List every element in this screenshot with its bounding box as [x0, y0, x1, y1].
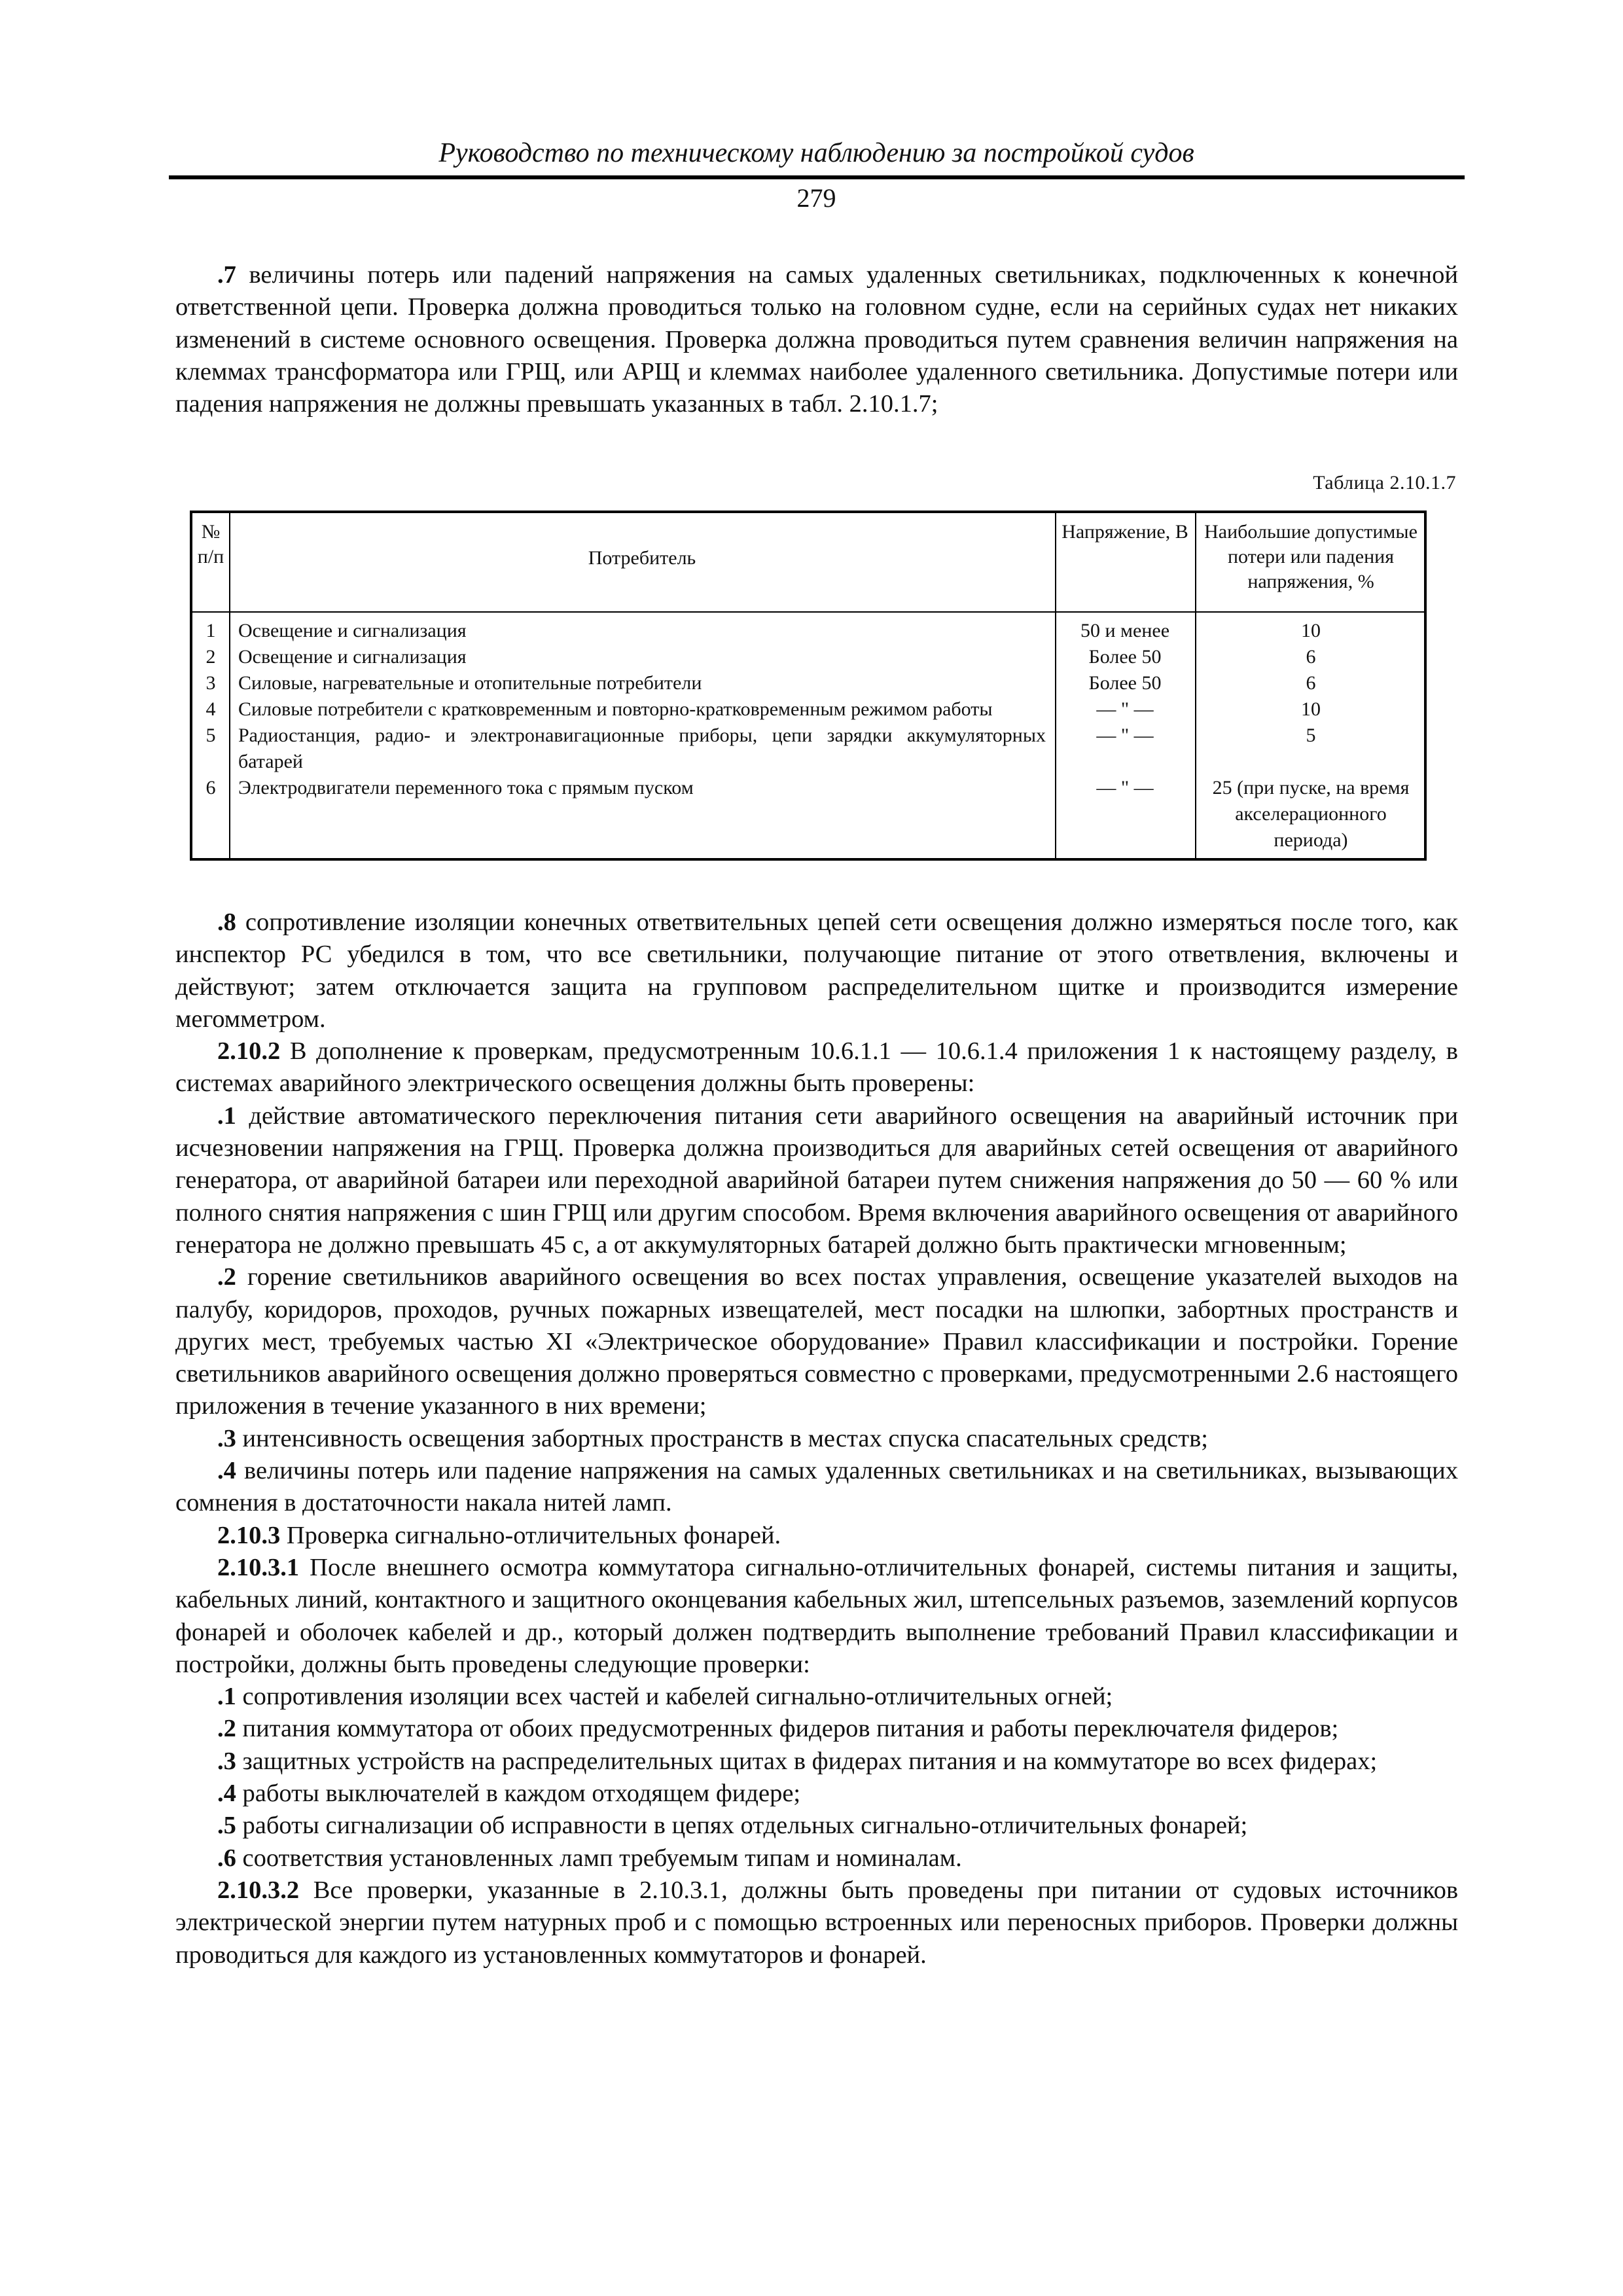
paragraph [175, 1842, 1458, 1874]
item-number: .1 [217, 1102, 236, 1130]
cell-consumer: Силовые потребители с кратковременным и повторно-кратковременным режимом работы [238, 698, 993, 720]
header-consumer: Потребитель [588, 547, 696, 569]
paragraph [175, 1261, 1458, 1422]
cell-losses: 10 [1301, 620, 1321, 641]
paragraph-text: горение светильников аварийного освещения во всех постах управления, освещение указателей выходов на палубу, коридоров, проходов, ручных пожарных извещателей, мест посадки на шлюпки, забортных пространств и других мест, требуемых частью XI «Электрическое оборудование» Правил классификации и постройки. Горение светильников аварийного освещения должно проверяться совместно с проверками, предусмотренными 2.6 настоящего приложения в течение указанного в них времени; [175, 1263, 1458, 1420]
item-number: .7 [217, 261, 236, 289]
paragraph-text: работы сигнализации об исправности в цепях отдельных сигнально-отличительных фонарей; [236, 1812, 1248, 1840]
cell-losses: 10 [1301, 698, 1321, 720]
cell-num: 2 [205, 646, 216, 668]
paragraph [175, 1746, 1458, 1778]
item-number: 2.10.3.1 [217, 1553, 300, 1581]
cell-consumer: Силовые, нагревательные и отопительные потребители [238, 672, 702, 694]
item-number: .4 [217, 1780, 236, 1808]
cell-consumer: Радиостанция, радио- и электронавигационные приборы, цепи зарядки аккумуляторных батарей [238, 725, 1046, 772]
cell-consumer: Электродвигатели переменного тока с прямым пуском [238, 777, 694, 798]
cell-voltage: — " — [1096, 725, 1154, 746]
cell-num: 6 [205, 777, 216, 798]
paragraph-text: После внешнего осмотра коммутатора сигнально-отличительных фонарей, системы питания и защиты, кабельных линий, контактного и защитного оконцевания кабельных жил, штепсельных разъемов, заземлений корпусов фонарей и оболочек кабелей и др., который должен подтвердить выполнение требований Правил классификации и постройки, должны быть проведены следующие проверки: [175, 1553, 1458, 1678]
cell-consumer: Освещение и сигнализация [238, 620, 467, 641]
table-column-divider [1195, 513, 1196, 858]
running-title: Руководство по техническому наблюдению за постройкой судов [438, 138, 1194, 168]
item-number: .6 [217, 1844, 236, 1872]
table-header-divider [192, 611, 1424, 613]
cell-consumer: Освещение и сигнализация [238, 646, 467, 668]
paragraph [175, 1874, 1458, 1971]
paragraph [175, 1810, 1458, 1842]
paragraph-text: соответствия установленных ламп требуемым типам и номиналам. [236, 1844, 962, 1872]
paragraph [175, 1778, 1458, 1810]
cell-num: 1 [205, 620, 216, 641]
item-number: .3 [217, 1747, 236, 1775]
item-number: .3 [217, 1424, 236, 1452]
header-losses: Наибольшие допустимые потери или падения напряжения, % [1204, 521, 1418, 592]
cell-losses: 6 [1306, 672, 1316, 694]
paragraph-text: сопротивления изоляции всех частей и кабелей сигнально-отличительных огней; [236, 1683, 1113, 1711]
paragraph-text: величины потерь или падений напряжения на самых удаленных светильниках, подключенных к конечной ответственной цепи. Проверка должна проводиться только на головном судне, если на серийных судах нет никаких изменений в системе основного освещения. Проверка должна проводиться путем сравнения величин напряжения на клеммах трансформатора или ГРЩ, или АРЩ и клеммах наиболее удаленного светильника. Допустимые потери или падения напряжения не должны превышать указанных в табл. 2.10.1.7; [175, 261, 1458, 418]
cell-num: 3 [205, 672, 216, 694]
cell-voltage: Более 50 [1088, 672, 1162, 694]
cell-voltage: 50 и менее [1080, 620, 1170, 641]
cell-voltage: — " — [1096, 698, 1154, 720]
cell-voltage: — " — [1096, 777, 1154, 798]
paragraph [175, 906, 1458, 1035]
cell-losses: 5 [1306, 725, 1316, 746]
paragraph-text: питания коммутатора от обоих предусмотренных фидеров питания и работы переключателя фидеров; [236, 1715, 1339, 1743]
item-number: .4 [217, 1457, 236, 1485]
paragraph [175, 1423, 1458, 1455]
paragraph-text: интенсивность освещения забортных пространств в местах спуска спасательных средств; [236, 1424, 1208, 1452]
item-number: 2.10.3 [217, 1521, 281, 1549]
body-text-bottom [175, 906, 1458, 1971]
cell-losses: 6 [1306, 646, 1316, 668]
paragraph [175, 1681, 1458, 1713]
cell-voltage: Более 50 [1088, 646, 1162, 668]
body-text-top [175, 259, 1458, 420]
item-number: 2.10.3.2 [217, 1876, 300, 1904]
paragraph-text: Проверка сигнально-отличительных фонарей. [280, 1521, 781, 1549]
voltage-loss-table [190, 511, 1427, 861]
cell-num: 5 [205, 725, 216, 746]
paragraph [175, 1552, 1458, 1681]
paragraph-text: работы выключателей в каждом отходящем фидере; [236, 1780, 801, 1808]
item-number: .8 [217, 908, 236, 936]
paragraph-text: действие автоматического переключения питания сети аварийного освещения на аварийный источник при исчезновении напряжения на ГРЩ. Проверка должна производиться для аварийных сетей освещения от аварийного генератора, от аварийной батареи или переходной аварийной батареи путем снижения напряжения до 50 — 60 % или полного снятия напряжения с шин ГРЩ или другим способом. Время включения аварийного освещения от аварийного генератора не должно превышать 45 с, а от аккумуляторных батарей должно быть практически мгновенным; [175, 1102, 1458, 1259]
paragraph-text: величины потерь или падение напряжения на самых удаленных светильниках и на светильниках, вызывающих сомнения в достаточности накала нитей ламп. [175, 1457, 1458, 1517]
paragraph-text: защитных устройств на распределительных щитах в фидерах питания и на коммутаторе во всех фидерах; [236, 1747, 1378, 1775]
header-voltage: Напряжение, В [1061, 521, 1188, 543]
page-number: 279 [796, 183, 836, 213]
paragraph [175, 1455, 1458, 1520]
cell-num: 4 [205, 698, 216, 720]
paragraph-text: сопротивление изоляции конечных ответвительных цепей сети освещения должно измеряться после того, как инспектор РС убедился в том, что все светильники, получающие питание от этого ответвления, включены и действуют; затем отключается защита на групповом распределительном щитке и производится измерение мегомметром. [175, 908, 1458, 1033]
item-number: .1 [217, 1683, 236, 1711]
paragraph [175, 1035, 1458, 1100]
item-number: .2 [217, 1263, 236, 1291]
cell-losses: 25 (при пуске, на время акселерационного периода) [1212, 777, 1410, 851]
item-number: .5 [217, 1812, 236, 1840]
table-column-divider [229, 513, 230, 858]
item-number: .2 [217, 1715, 236, 1743]
header-num: № п/п [197, 521, 224, 567]
paragraph-text: Все проверки, указанные в 2.10.3.1, должны быть проведены при питании от судовых источников электрической энергии путем натурных проб и с помощью встроенных или переносных приборов. Проверки должны проводиться для каждого из установленных коммутаторов и фонарей. [175, 1876, 1458, 1969]
table-caption: Таблица 2.10.1.7 [1313, 472, 1456, 493]
paragraph [175, 1713, 1458, 1745]
paragraph [175, 259, 1458, 420]
paragraph [175, 1100, 1458, 1261]
item-number: 2.10.2 [217, 1037, 281, 1066]
paragraph-text: В дополнение к проверкам, предусмотренным 10.6.1.1 — 10.6.1.4 приложения 1 к настоящему разделу, в системах аварийного электрического освещения должны быть проверены: [175, 1037, 1458, 1098]
paragraph [175, 1520, 1458, 1552]
header-rule [169, 175, 1465, 179]
